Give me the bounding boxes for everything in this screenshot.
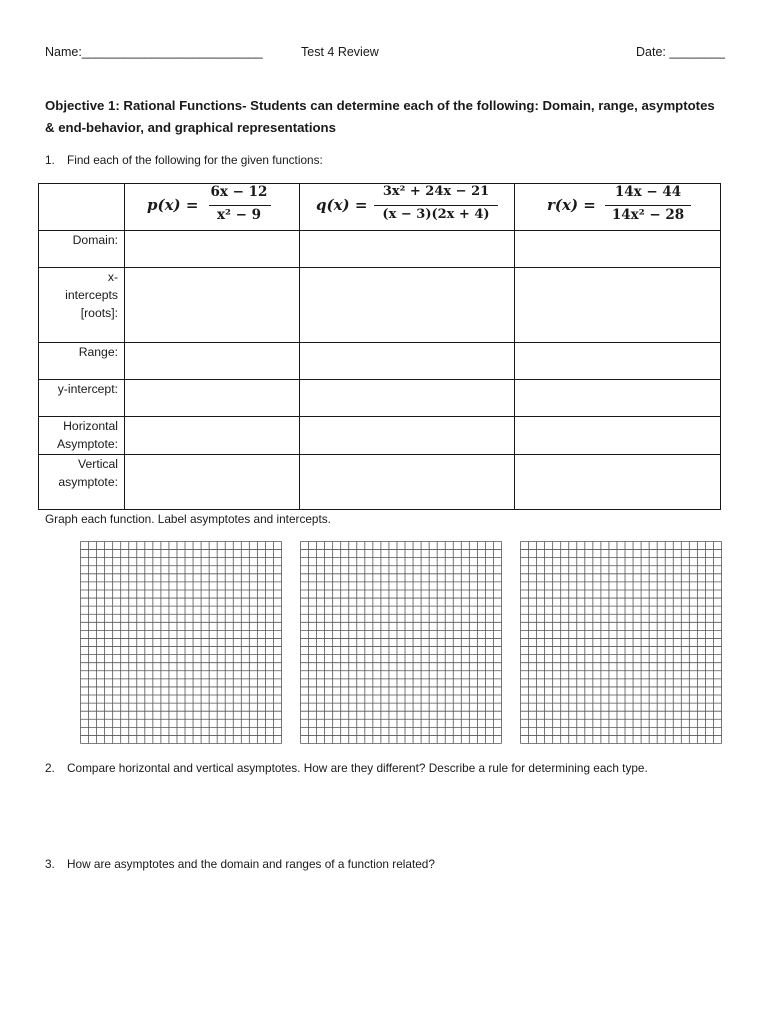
objective-line-1: Objective 1: Rational Functions- Students can determine each of the following: Domain, range, asymptotes <box>45 98 715 113</box>
question-1 <box>45 153 323 167</box>
row-label-x-intercepts <box>38 268 118 322</box>
row-label-domain <box>38 231 118 249</box>
name-field[interactable] <box>45 45 263 59</box>
date-blank[interactable]: ________ <box>669 45 725 59</box>
row-label-x-intercepts-line-1: x- <box>107 270 118 284</box>
functions-table <box>38 183 721 510</box>
function-q-numerator: 3x² + 24x − 21 <box>382 184 490 199</box>
function-q-header <box>300 183 514 230</box>
function-q-fraction-bar <box>374 205 498 206</box>
row-label-horizontal-asymptote-line-2: Asymptote: <box>57 437 118 451</box>
row-label-range <box>38 343 118 361</box>
name-label: Name: <box>45 45 82 59</box>
row-label-horizontal-asymptote <box>38 417 118 453</box>
objective-heading <box>45 95 735 138</box>
graph-grid-q[interactable] <box>300 541 502 744</box>
row-label-y-intercept <box>38 380 118 398</box>
date-label: Date: <box>636 45 666 59</box>
function-r-fraction-bar <box>605 205 691 206</box>
question-3-number: 3. <box>45 857 55 871</box>
date-field[interactable] <box>636 45 725 59</box>
row-label-horizontal-asymptote-line-1: Horizontal <box>63 419 118 433</box>
name-blank[interactable]: __________________________ <box>81 45 263 59</box>
graph-grid-p[interactable] <box>80 541 282 744</box>
function-q-denominator: (x − 3)(2x + 4) <box>382 207 490 222</box>
function-p-denominator: x² − 9 <box>216 207 262 223</box>
row-label-vertical-asymptote <box>38 455 118 491</box>
question-3-text: How are asymptotes and the domain and ranges of a function related? <box>67 857 435 871</box>
function-r-denominator: 14x² − 28 <box>611 207 685 223</box>
question-3 <box>45 857 435 871</box>
function-r-lhs: r(x) = <box>547 196 596 214</box>
objective-line-2: & end-behavior, and graphical representations <box>45 119 336 135</box>
row-label-x-intercepts-line-2: intercepts <box>65 288 118 302</box>
function-q-lhs: q(x) = <box>316 196 368 214</box>
row-label-domain-text: Domain: <box>72 233 118 247</box>
question-2-number: 2. <box>45 761 55 775</box>
function-p-numerator: 6x − 12 <box>210 184 268 200</box>
function-r-numerator: 14x − 44 <box>614 184 682 200</box>
row-label-vertical-asymptote-line-1: Vertical <box>78 457 118 471</box>
question-1-text: Find each of the following for the given functions: <box>67 153 323 167</box>
question-1-number: 1. <box>45 153 55 167</box>
page-title: Test 4 Review <box>301 45 379 59</box>
table-grid-lines <box>38 183 721 510</box>
function-p-fraction-bar <box>209 205 271 206</box>
function-p-lhs: p(x) = <box>147 196 199 214</box>
question-2-text: Compare horizontal and vertical asymptotes. How are they different? Describe a rule for determining each type. <box>67 761 648 775</box>
row-label-range-text: Range: <box>78 345 118 359</box>
function-p-header <box>125 183 299 230</box>
function-r-header <box>515 183 721 230</box>
row-label-vertical-asymptote-line-2: asymptote: <box>58 475 118 489</box>
graph-instructions: Graph each function. Label asymptotes and intercepts. <box>45 512 331 526</box>
graph-grid-r[interactable] <box>520 541 722 744</box>
row-label-y-intercept-text: y-intercept: <box>57 382 118 396</box>
question-2 <box>45 761 648 775</box>
row-label-x-intercepts-line-3: [roots]: <box>80 306 118 320</box>
